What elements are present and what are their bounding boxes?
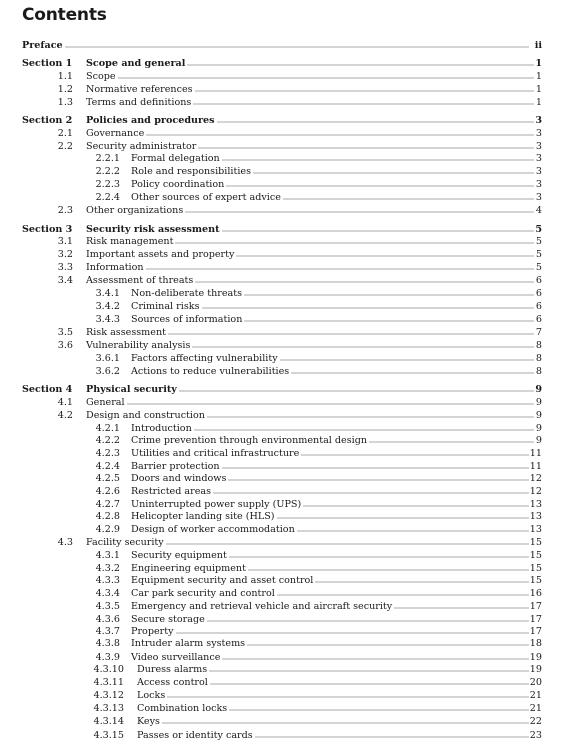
toc-entry-title: Access control: [137, 677, 208, 688]
toc-entry[interactable]: [0, 274, 577, 287]
dot-leader: [277, 511, 529, 519]
toc-entry-page: 18: [529, 638, 542, 649]
toc-entry-number: 4.3.8: [95, 638, 120, 649]
dot-leader: [194, 423, 534, 431]
dot-leader: [118, 71, 534, 79]
toc-entry[interactable]: [0, 729, 577, 742]
toc-entry-page: 12: [529, 486, 542, 497]
toc-entry-number: 3.4: [57, 275, 73, 286]
toc-entry-number: 3.4.2: [95, 301, 120, 312]
toc-entry-number: 2.2: [57, 141, 73, 152]
dot-leader: [244, 314, 534, 322]
toc-entry-title: Important assets and property: [86, 249, 235, 260]
toc-entry-title: General: [86, 397, 125, 408]
toc-entry-number: 4.3.13: [93, 703, 124, 714]
toc-entry-title: Non-deliberate threats: [131, 288, 243, 299]
dot-leader: [291, 366, 534, 374]
toc-entry-number: 3.2: [57, 249, 73, 260]
toc-entry-number: 4.2.1: [95, 423, 120, 434]
toc-entry-title: Risk management: [86, 236, 174, 247]
toc-entry-title: Security administrator: [86, 141, 197, 152]
toc-entry[interactable]: [0, 96, 577, 109]
toc-entry-number: 4.2.8: [95, 511, 120, 522]
toc-entry-page: 8: [535, 353, 542, 364]
toc-entry-page: 1: [535, 58, 542, 69]
toc-entry-page: 3: [535, 141, 542, 152]
toc-entry-number: 4.3.7: [95, 626, 120, 637]
page-title: Contents: [22, 5, 107, 25]
toc-entry-page: 13: [529, 499, 542, 510]
toc-entry-number: 4.3.3: [95, 575, 120, 586]
toc-entry[interactable]: [0, 339, 577, 352]
toc-entry-page: 9: [535, 397, 542, 408]
toc-entry-page: 6: [535, 314, 542, 325]
toc-entry-number: 4.3.15: [93, 730, 124, 741]
dot-leader: [213, 486, 529, 494]
toc-entry-number: 4.3.4: [95, 588, 120, 599]
toc-entry-title: Design of worker accommodation: [131, 524, 295, 535]
toc-entry-title: Restricted areas: [131, 486, 212, 497]
dot-leader: [202, 301, 535, 309]
toc-entry-page: 11: [529, 461, 542, 472]
dot-leader: [297, 524, 529, 532]
toc-entry-page: 5: [535, 224, 542, 235]
toc-entry-title: Terms and definitions: [86, 97, 192, 108]
toc-entry-title: Crime prevention through environmental design: [131, 435, 368, 446]
dot-leader: [175, 236, 534, 244]
toc-entry-title: Formal delegation: [131, 153, 220, 164]
toc-entry-page: 3: [535, 192, 542, 203]
dot-leader: [369, 435, 534, 443]
toc-entry-number: Section 1: [22, 58, 73, 69]
toc-entry-title: Intruder alarm systems: [131, 638, 246, 649]
toc-entry-number: 4.3: [57, 537, 73, 548]
toc-entry-number: 3.6.1: [95, 353, 120, 364]
dot-leader: [222, 461, 529, 469]
toc-entry[interactable]: [0, 434, 577, 447]
dot-leader: [146, 128, 534, 136]
toc-entry-page: ii: [534, 40, 542, 51]
toc-entry-page: 15: [529, 563, 542, 574]
toc-entry-page: 5: [535, 262, 542, 273]
dot-leader: [283, 192, 534, 200]
toc-entry[interactable]: [0, 689, 577, 702]
toc-entry-page: 21: [529, 690, 542, 701]
dot-leader: [193, 97, 534, 105]
dot-leader: [247, 638, 529, 646]
toc-entry-page: 13: [529, 511, 542, 522]
toc-entry-number: 4.3.5: [95, 601, 120, 612]
toc-entry-number: 3.5: [57, 327, 73, 338]
dot-leader: [222, 652, 529, 660]
toc-entry-page: 5: [535, 236, 542, 247]
toc-entry[interactable]: [0, 715, 577, 728]
toc-entry-page: 3: [535, 128, 542, 139]
toc-entry-title: Factors affecting vulnerability: [131, 353, 278, 364]
toc-entry-title: Role and responsibilities: [131, 166, 252, 177]
toc-entry-number: 1.2: [57, 84, 73, 95]
toc-entry-page: 1: [535, 71, 542, 82]
toc-entry[interactable]: [0, 365, 577, 378]
toc-entry-page: 22: [529, 716, 542, 727]
dot-leader: [166, 537, 529, 545]
toc-entry-number: Section 2: [22, 115, 73, 126]
toc-entry-title: Governance: [86, 128, 145, 139]
toc-entry-title: Video surveillance: [131, 652, 221, 663]
toc-entry-title: Uninterrupted power supply (UPS): [131, 499, 302, 510]
toc-entry-number: 3.6.2: [95, 366, 120, 377]
dot-leader: [244, 288, 534, 296]
dot-leader: [217, 115, 534, 123]
dot-leader: [280, 353, 534, 361]
dot-leader: [394, 601, 529, 609]
toc-entry-title: Doors and windows: [131, 473, 227, 484]
toc-entry-page: 20: [529, 677, 542, 688]
dot-leader: [187, 58, 534, 66]
toc-entry-title: Preface: [22, 40, 63, 51]
toc-entry[interactable]: [0, 326, 577, 339]
toc-entry-number: 4.2.5: [95, 473, 120, 484]
toc-entry-title: Passes or identity cards: [137, 730, 253, 741]
toc-entry-number: 4.2: [57, 410, 73, 421]
toc-entry-number: 3.1: [57, 236, 73, 247]
toc-entry[interactable]: [0, 587, 577, 600]
toc-entry[interactable]: [0, 83, 577, 96]
toc-entry-number: 4.2.4: [95, 461, 120, 472]
toc-entry-page: 17: [529, 614, 542, 625]
toc-entry-number: 3.6: [57, 340, 73, 351]
toc-entry-title: Duress alarms: [137, 664, 208, 675]
toc-entry-page: 9: [535, 410, 542, 421]
toc-entry-title: Risk assessment: [86, 327, 166, 338]
toc-entry-title: Vulnerability analysis: [86, 340, 191, 351]
dot-leader: [198, 141, 534, 149]
toc-entry-title: Policy coordination: [131, 179, 225, 190]
dot-leader: [162, 716, 529, 724]
toc-entry-page: 3: [535, 115, 542, 126]
dot-leader: [195, 275, 534, 283]
toc-entry-page: 15: [529, 550, 542, 561]
toc-entry-number: 4.3.12: [93, 690, 124, 701]
toc-entry-number: 2.2.2: [95, 166, 120, 177]
toc-entry-page: 6: [535, 288, 542, 299]
dot-leader: [303, 499, 529, 507]
toc-entry-number: 3.4.1: [95, 288, 120, 299]
toc-entry[interactable]: [0, 313, 577, 326]
dot-leader: [236, 249, 534, 257]
dot-leader: [65, 40, 529, 48]
toc-entry-number: Section 3: [22, 224, 73, 235]
dot-leader: [253, 166, 534, 174]
toc-entry-title: Engineering equipment: [131, 563, 246, 574]
toc-entry[interactable]: [0, 676, 577, 689]
dot-leader: [222, 153, 534, 161]
toc-entry-page: 9: [535, 435, 542, 446]
toc-entry[interactable]: [0, 549, 577, 562]
toc-entry-page: 15: [529, 575, 542, 586]
toc-entry-title: Other organizations: [86, 205, 184, 216]
toc-entry-title: Assessment of threats: [86, 275, 194, 286]
toc-entry-number: 4.2.6: [95, 486, 120, 497]
toc-entry-number: 4.1: [57, 397, 73, 408]
toc-entry[interactable]: [0, 39, 577, 52]
dot-leader: [167, 690, 529, 698]
toc-entry[interactable]: [0, 396, 577, 409]
toc-entry-title: Criminal risks: [131, 301, 200, 312]
toc-entry-number: 4.3.6: [95, 614, 120, 625]
dot-leader: [192, 340, 534, 348]
toc-entry[interactable]: [0, 248, 577, 261]
toc-entry-title: Property: [131, 626, 174, 637]
toc-entry-page: 1: [535, 97, 542, 108]
toc-entry-page: 11: [529, 448, 542, 459]
toc-entry-page: 13: [529, 524, 542, 535]
toc-entry-page: 21: [529, 703, 542, 714]
toc-entry-title: Keys: [137, 716, 160, 727]
toc-entry[interactable]: [0, 204, 577, 217]
toc-entry-page: 3: [535, 179, 542, 190]
toc-entry-title: Car park security and control: [131, 588, 275, 599]
dot-leader: [195, 84, 534, 92]
toc-entry-title: Physical security: [86, 384, 177, 395]
toc-entry-title: Security equipment: [131, 550, 227, 561]
toc-entry-number: 2.2.3: [95, 179, 120, 190]
dot-leader: [209, 664, 529, 672]
toc-entry-title: Policies and procedures: [86, 115, 215, 126]
dot-leader: [222, 224, 534, 232]
toc-entry-number: 2.2.1: [95, 153, 120, 164]
toc-entry-number: 3.4.3: [95, 314, 120, 325]
toc-entry-title: Scope: [86, 71, 116, 82]
dot-leader: [185, 205, 534, 213]
toc-entry-number: 4.3.9: [95, 652, 120, 663]
toc-entry-number: 4.3.10: [93, 664, 124, 675]
toc-entry[interactable]: [0, 574, 577, 587]
dot-leader: [248, 563, 529, 571]
toc-entry[interactable]: [0, 702, 577, 715]
toc-entry-page: 19: [529, 652, 542, 663]
toc-entry[interactable]: [0, 70, 577, 83]
toc-entry-page: 3: [535, 166, 542, 177]
toc-entry-number: 4.3.1: [95, 550, 120, 561]
toc-entry[interactable]: [0, 165, 577, 178]
toc-entry-number: 1.3: [57, 97, 73, 108]
toc-entry-number: 2.3: [57, 205, 73, 216]
dot-leader: [168, 327, 534, 335]
toc-entry-title: Facility security: [86, 537, 164, 548]
toc-entry[interactable]: [0, 637, 577, 650]
toc-entry[interactable]: [0, 127, 577, 140]
toc-entry[interactable]: [0, 300, 577, 313]
dot-leader: [229, 703, 529, 711]
dot-leader: [301, 448, 529, 456]
toc-entry[interactable]: [0, 152, 577, 165]
toc-entry[interactable]: [0, 600, 577, 613]
dot-leader: [146, 262, 534, 270]
toc-entry-page: 4: [535, 205, 542, 216]
toc-entry-title: Information: [86, 262, 144, 273]
toc-entry-title: Normative references: [86, 84, 193, 95]
toc-entry-title: Utilities and critical infrastructure: [131, 448, 300, 459]
dot-leader: [277, 588, 529, 596]
toc-entry-title: Helicopter landing site (HLS): [131, 511, 275, 522]
toc-entry-page: 16: [529, 588, 542, 599]
toc-entry[interactable]: [0, 409, 577, 422]
toc-entry[interactable]: [0, 447, 577, 460]
toc-entry-number: Section 4: [22, 384, 73, 395]
toc-entry[interactable]: [0, 235, 577, 248]
toc-entry-title: Emergency and retrieval vehicle and aircraft security: [131, 601, 393, 612]
toc-entry-title: Design and construction: [86, 410, 205, 421]
dot-leader: [207, 614, 529, 622]
toc-entry[interactable]: [0, 114, 577, 127]
dot-leader: [226, 179, 534, 187]
toc-entry[interactable]: [0, 510, 577, 523]
toc-entry-number: 4.3.11: [93, 677, 124, 688]
toc-entry-title: Sources of information: [131, 314, 243, 325]
toc-entry-page: 5: [535, 249, 542, 260]
toc-entry-page: 1: [535, 84, 542, 95]
toc-entry-number: 3.3: [57, 262, 73, 273]
toc-entry[interactable]: [0, 663, 577, 676]
toc-entry-page: 9: [535, 423, 542, 434]
toc-entry-page: 23: [529, 730, 542, 741]
toc-entry-page: 6: [535, 301, 542, 312]
dot-leader: [255, 730, 529, 738]
dot-leader: [228, 473, 529, 481]
dot-leader: [176, 626, 530, 634]
toc-entry-page: 6: [535, 275, 542, 286]
toc-entry-number: 2.1: [57, 128, 73, 139]
toc-entry-page: 17: [529, 626, 542, 637]
toc-entry-page: 17: [529, 601, 542, 612]
toc-entry-number: 4.3.14: [93, 716, 124, 727]
dot-leader: [127, 397, 534, 405]
toc-entry[interactable]: [0, 383, 577, 396]
toc-entry-page: 19: [529, 664, 542, 675]
toc-entry-number: 4.2.2: [95, 435, 120, 446]
toc-entry-page: 8: [535, 340, 542, 351]
dot-leader: [207, 410, 534, 418]
toc-entry-page: 9: [535, 384, 542, 395]
toc-entry-page: 3: [535, 153, 542, 164]
toc-entry[interactable]: [0, 191, 577, 204]
dot-leader: [179, 384, 534, 392]
toc-entry[interactable]: [0, 57, 577, 70]
toc-entry-title: Other sources of expert advice: [131, 192, 281, 203]
toc-entry-number: 2.2.4: [95, 192, 120, 203]
toc-entry-title: Security risk assessment: [86, 224, 220, 235]
toc-entry-page: 12: [529, 473, 542, 484]
toc-entry[interactable]: [0, 178, 577, 191]
toc-entry-page: 8: [535, 366, 542, 377]
toc-entry-title: Equipment security and asset control: [131, 575, 314, 586]
dot-leader: [210, 677, 529, 685]
toc-entry-title: Scope and general: [86, 58, 186, 69]
toc-entry-page: 15: [529, 537, 542, 548]
toc-entry-title: Barrier protection: [131, 461, 220, 472]
toc-entry[interactable]: [0, 261, 577, 274]
toc-entry-number: 4.2.3: [95, 448, 120, 459]
dot-leader: [315, 575, 529, 583]
toc-entry-title: Secure storage: [131, 614, 205, 625]
toc-entry-number: 4.3.2: [95, 563, 120, 574]
toc-entry[interactable]: [0, 523, 577, 536]
toc-entry-title: Introduction: [131, 423, 192, 434]
toc-entry[interactable]: [0, 352, 577, 365]
toc-entry-number: 4.2.9: [95, 524, 120, 535]
toc-entry[interactable]: [0, 287, 577, 300]
toc-entry-number: 4.2.7: [95, 499, 120, 510]
toc-entry-title: Actions to reduce vulnerabilities: [131, 366, 290, 377]
toc-entry-title: Combination locks: [137, 703, 228, 714]
dot-leader: [229, 550, 529, 558]
toc-entry[interactable]: [0, 536, 577, 549]
toc-entry[interactable]: [0, 485, 577, 498]
toc-entry[interactable]: [0, 472, 577, 485]
toc-entry-title: Locks: [137, 690, 166, 701]
toc-entry-number: 1.1: [57, 71, 73, 82]
toc-entry-page: 7: [535, 327, 542, 338]
